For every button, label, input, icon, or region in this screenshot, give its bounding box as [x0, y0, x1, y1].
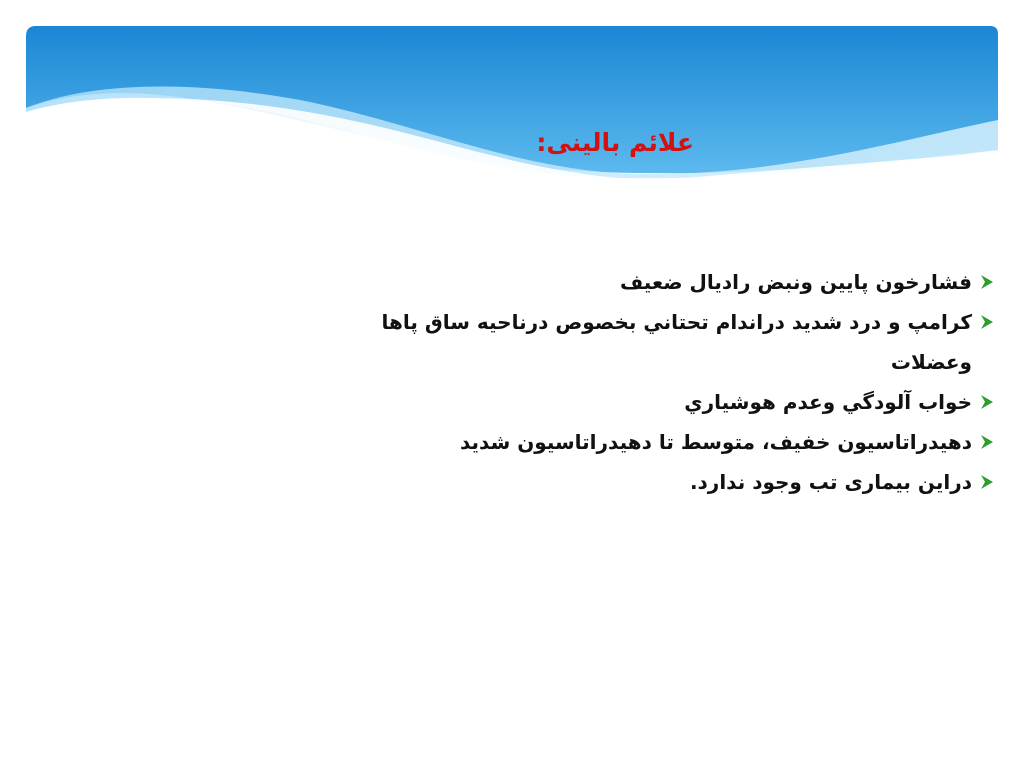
slide-title: علائم بالینی: [536, 128, 694, 157]
bullet-text: خواب آلودگي وعدم هوشیاري [684, 390, 972, 414]
list-item [298, 262, 998, 302]
green-arrow-bullet-icon [976, 422, 998, 462]
green-arrow-bullet-icon [976, 462, 998, 502]
header-wave-banner [0, 0, 1024, 200]
bullet-text: کرامپ و درد شدید دراندام تحتاني بخصوص درناحیه ساق پاها وعضلات [381, 310, 972, 374]
green-arrow-bullet-icon [976, 302, 998, 342]
list-item [298, 302, 998, 382]
green-arrow-bullet-icon [976, 382, 998, 422]
green-arrow-bullet-icon [976, 262, 998, 302]
list-item [298, 462, 998, 502]
bullet-text: دراین بیماری تب وجود ندارد. [689, 470, 972, 494]
list-item [298, 422, 998, 462]
bullet-list [298, 262, 998, 502]
list-item [298, 382, 998, 422]
bullet-text: دهیدراتاسیون خفیف، متوسط تا دهیدراتاسیون شدید [459, 430, 972, 454]
bullet-text: فشارخون پایین ونبض رادیال ضعیف [619, 270, 972, 294]
